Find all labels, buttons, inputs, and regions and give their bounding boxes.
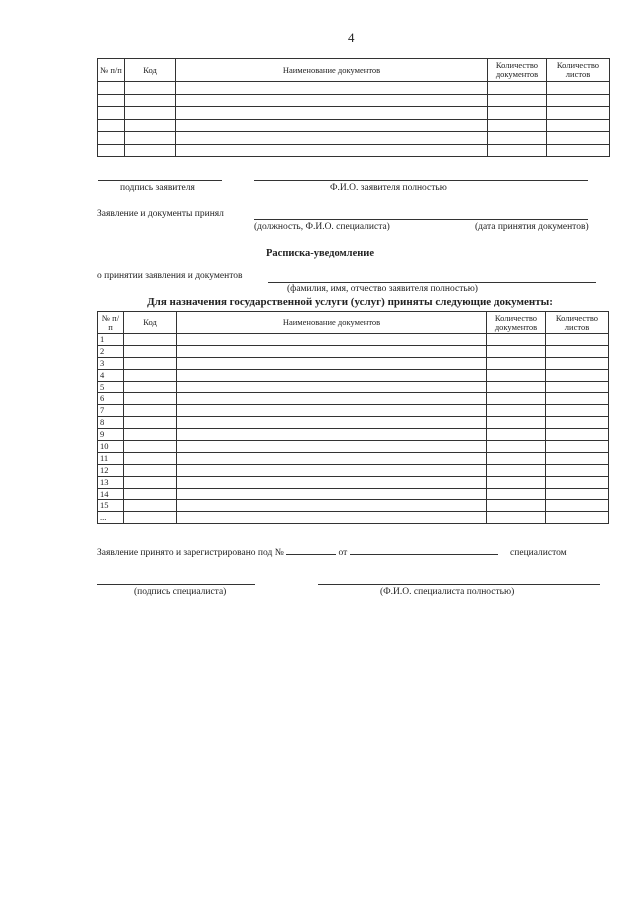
applicant-line bbox=[268, 282, 596, 283]
table-cell bbox=[124, 405, 177, 417]
table-cell bbox=[177, 429, 487, 441]
table-row bbox=[98, 393, 609, 405]
specialist-signature-caption: (подпись специалиста) bbox=[134, 587, 227, 597]
accepted-label: Заявление и документы принял bbox=[97, 209, 224, 219]
row-number: 5 bbox=[98, 381, 124, 393]
table-cell bbox=[124, 369, 177, 381]
header-name: Наименование документов bbox=[177, 312, 487, 334]
header-sheet-count: Количество листов bbox=[547, 59, 610, 82]
row-number: 10 bbox=[98, 441, 124, 453]
registration-line bbox=[97, 548, 567, 558]
table-cell bbox=[176, 119, 488, 132]
table-cell bbox=[487, 476, 546, 488]
table-row bbox=[98, 107, 610, 120]
row-number: 11 bbox=[98, 452, 124, 464]
table-cell bbox=[125, 82, 176, 95]
table-cell bbox=[488, 119, 547, 132]
table-cell bbox=[176, 82, 488, 95]
table-cell bbox=[488, 144, 547, 157]
receipt-heading: Для назначения государственной услуги (услуг) приняты следующие документы: bbox=[147, 296, 553, 308]
table-cell bbox=[547, 94, 610, 107]
accepted-line bbox=[254, 219, 588, 220]
table-cell bbox=[547, 82, 610, 95]
table-row bbox=[98, 500, 609, 512]
table-cell bbox=[177, 369, 487, 381]
table-cell bbox=[546, 488, 609, 500]
table-cell bbox=[546, 464, 609, 476]
header-code: Код bbox=[125, 59, 176, 82]
table-cell bbox=[124, 345, 177, 357]
table-cell bbox=[177, 357, 487, 369]
table-row bbox=[98, 82, 610, 95]
table-cell bbox=[487, 345, 546, 357]
table-row bbox=[98, 144, 610, 157]
table-cell bbox=[546, 452, 609, 464]
table-cell bbox=[124, 441, 177, 453]
table-cell bbox=[547, 132, 610, 145]
row-number: 6 bbox=[98, 393, 124, 405]
table-cell bbox=[124, 512, 177, 524]
table-cell bbox=[546, 381, 609, 393]
table-cell bbox=[177, 334, 487, 346]
applicant-caption: (фамилия, имя, отчество заявителя полностью) bbox=[287, 284, 478, 294]
table-row bbox=[98, 441, 609, 453]
table-row bbox=[98, 381, 609, 393]
table-cell bbox=[177, 417, 487, 429]
table-cell bbox=[546, 334, 609, 346]
table-cell bbox=[125, 144, 176, 157]
table-cell bbox=[98, 94, 125, 107]
table-cell bbox=[124, 357, 177, 369]
table-cell bbox=[487, 488, 546, 500]
row-number: 4 bbox=[98, 369, 124, 381]
table-cell bbox=[546, 476, 609, 488]
table-row bbox=[98, 452, 609, 464]
position-caption: (должность, Ф.И.О. специалиста) bbox=[254, 222, 390, 232]
table-cell bbox=[546, 405, 609, 417]
signature-caption: подпись заявителя bbox=[120, 183, 195, 193]
table-cell bbox=[124, 464, 177, 476]
table-cell bbox=[176, 132, 488, 145]
table-row bbox=[98, 429, 609, 441]
header-num: № п/п bbox=[98, 312, 124, 334]
specialist-fio-caption: (Ф.И.О. специалиста полностью) bbox=[380, 587, 515, 597]
table-cell bbox=[547, 144, 610, 157]
table-cell bbox=[487, 429, 546, 441]
row-number: ... bbox=[98, 512, 124, 524]
table-cell bbox=[546, 345, 609, 357]
table-cell bbox=[546, 417, 609, 429]
header-doc-count: Количество документов bbox=[487, 312, 546, 334]
row-number: 7 bbox=[98, 405, 124, 417]
table-cell bbox=[546, 500, 609, 512]
table-cell bbox=[488, 107, 547, 120]
table-cell bbox=[125, 119, 176, 132]
table-cell bbox=[546, 429, 609, 441]
signature-line bbox=[98, 180, 222, 181]
table-cell bbox=[546, 441, 609, 453]
table-cell bbox=[177, 512, 487, 524]
acceptance-label: о принятии заявления и документов bbox=[97, 271, 243, 281]
table-cell bbox=[125, 107, 176, 120]
table-cell bbox=[124, 476, 177, 488]
table-cell bbox=[125, 94, 176, 107]
table-cell bbox=[488, 94, 547, 107]
table-cell bbox=[487, 393, 546, 405]
registration-suffix: специалистом bbox=[510, 548, 567, 558]
table-cell bbox=[125, 132, 176, 145]
table-cell bbox=[487, 405, 546, 417]
table-cell bbox=[487, 441, 546, 453]
table-cell bbox=[488, 132, 547, 145]
table-cell bbox=[177, 500, 487, 512]
table-cell bbox=[177, 441, 487, 453]
registration-date-blank bbox=[350, 554, 498, 555]
page-number: 4 bbox=[348, 30, 355, 45]
table-row bbox=[98, 488, 609, 500]
table-row bbox=[98, 464, 609, 476]
table-cell bbox=[176, 94, 488, 107]
table-cell bbox=[98, 119, 125, 132]
registration-number-blank bbox=[286, 554, 336, 555]
fio-line bbox=[254, 180, 588, 181]
specialist-signature-line bbox=[97, 584, 255, 585]
row-number: 15 bbox=[98, 500, 124, 512]
row-number: 3 bbox=[98, 357, 124, 369]
table-cell bbox=[487, 512, 546, 524]
table-row bbox=[98, 357, 609, 369]
registration-from: от bbox=[338, 548, 348, 558]
table-cell bbox=[124, 488, 177, 500]
table-cell bbox=[177, 488, 487, 500]
table-cell bbox=[177, 476, 487, 488]
date-caption: (дата принятия документов) bbox=[475, 222, 589, 232]
header-sheet-count: Количество листов bbox=[546, 312, 609, 334]
table-cell bbox=[177, 393, 487, 405]
header-name: Наименование документов bbox=[176, 59, 488, 82]
documents-table-2 bbox=[97, 311, 609, 524]
table-cell bbox=[547, 107, 610, 120]
table-cell bbox=[177, 345, 487, 357]
row-number: 13 bbox=[98, 476, 124, 488]
table-cell bbox=[177, 464, 487, 476]
table-cell bbox=[176, 107, 488, 120]
table-cell bbox=[124, 500, 177, 512]
row-number: 2 bbox=[98, 345, 124, 357]
table-row bbox=[98, 94, 610, 107]
table-cell bbox=[124, 452, 177, 464]
table-row bbox=[98, 119, 610, 132]
table-cell bbox=[176, 144, 488, 157]
table-cell bbox=[487, 464, 546, 476]
table-cell bbox=[124, 381, 177, 393]
table-cell bbox=[124, 417, 177, 429]
receipt-title: Расписка-уведомление bbox=[266, 248, 374, 259]
table-cell bbox=[546, 393, 609, 405]
table-row bbox=[98, 405, 609, 417]
table-row bbox=[98, 345, 609, 357]
table-cell bbox=[124, 393, 177, 405]
fio-caption: Ф.И.О. заявителя полностью bbox=[330, 183, 447, 193]
header-num: № п/п bbox=[98, 59, 125, 82]
table-cell bbox=[546, 512, 609, 524]
table-cell bbox=[98, 107, 125, 120]
table-cell bbox=[487, 500, 546, 512]
specialist-fio-line bbox=[318, 584, 600, 585]
table-cell bbox=[177, 381, 487, 393]
documents-table-1 bbox=[97, 58, 610, 157]
table-cell bbox=[98, 144, 125, 157]
table-cell bbox=[487, 452, 546, 464]
row-number: 14 bbox=[98, 488, 124, 500]
table-cell bbox=[547, 119, 610, 132]
row-number: 1 bbox=[98, 334, 124, 346]
table-cell bbox=[124, 334, 177, 346]
table-cell bbox=[98, 82, 125, 95]
table-row bbox=[98, 512, 609, 524]
row-number: 12 bbox=[98, 464, 124, 476]
table-row bbox=[98, 417, 609, 429]
table-cell bbox=[487, 381, 546, 393]
table-row bbox=[98, 476, 609, 488]
table-cell bbox=[98, 132, 125, 145]
table-cell bbox=[124, 429, 177, 441]
table-cell bbox=[487, 369, 546, 381]
table-cell bbox=[546, 369, 609, 381]
table-row bbox=[98, 334, 609, 346]
row-number: 8 bbox=[98, 417, 124, 429]
table-row bbox=[98, 132, 610, 145]
header-doc-count: Количество документов bbox=[488, 59, 547, 82]
table-cell bbox=[488, 82, 547, 95]
row-number: 9 bbox=[98, 429, 124, 441]
table-cell bbox=[487, 417, 546, 429]
header-code: Код bbox=[124, 312, 177, 334]
table-cell bbox=[487, 334, 546, 346]
table-cell bbox=[177, 452, 487, 464]
table-cell bbox=[487, 357, 546, 369]
table-row bbox=[98, 369, 609, 381]
table-cell bbox=[177, 405, 487, 417]
table-cell bbox=[546, 357, 609, 369]
registration-prefix: Заявление принято и зарегистрировано под № bbox=[97, 548, 284, 558]
